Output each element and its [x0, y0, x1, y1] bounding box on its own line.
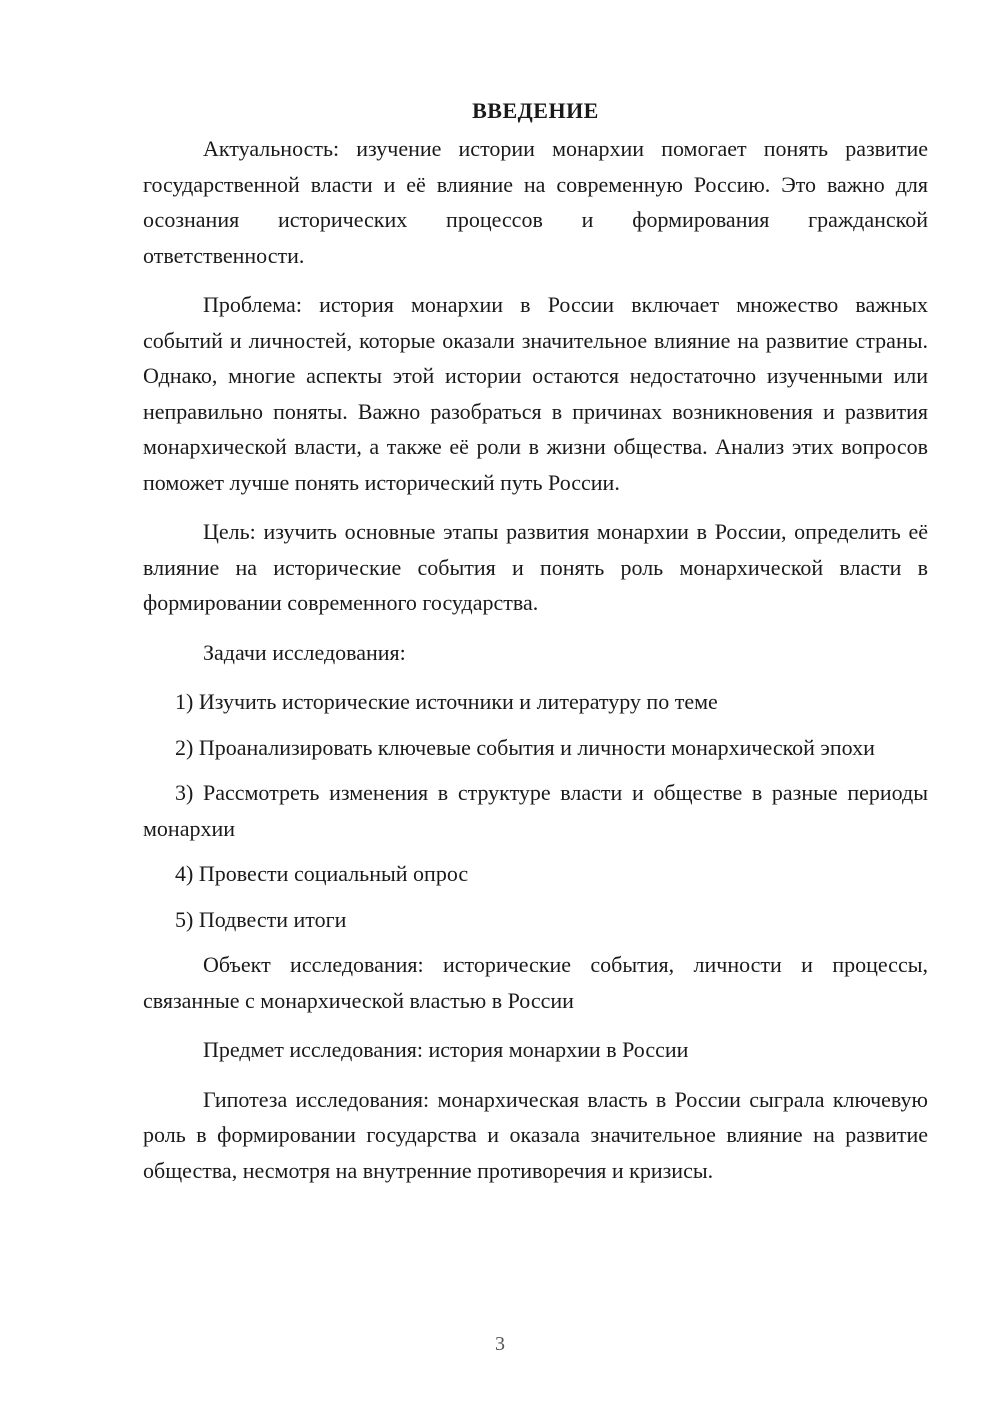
list-item: 4) Провести социальный опрос — [175, 861, 469, 886]
paragraph-object: Объект исследования: исторические события, личности и процессы, связанные с монархической властью в России — [143, 952, 928, 1013]
paragraph-problem: Проблема: история монархии в России включает множество важных событий и личностей, которые оказали значительное влияние на развитие страны. Однако, многие аспекты этой истории остаются недостаточно изученными или неправильно поняты. Важно разобраться в причинах возникновения и развития монархической власти, а также её роли в жизни общества. Анализ этих вопросов поможет лучше понять исторический путь России. — [143, 292, 928, 495]
list-item: 3) Рассмотреть изменения в структуре власти и обществе в разные периоды монархии — [143, 780, 928, 841]
tasks-heading: Задачи исследования: — [203, 639, 406, 665]
paragraph-goal: Цель: изучить основные этапы развития монархии в России, определить её влияние на исторические события и понять роль монархической власти в формировании современного государства. — [143, 519, 928, 615]
tasks-list — [143, 684, 928, 937]
section-title: ВВЕДЕНИЕ — [472, 98, 599, 123]
page-number: 3 — [495, 1333, 505, 1355]
paragraph-subject: Предмет исследования: история монархии в России — [203, 1037, 689, 1062]
paragraph-hypothesis: Гипотеза исследования: монархическая власть в России сыграла ключевую роль в формировании государства и оказала значительное влияние на развитие общества, несмотря на внутренние противоречия и кризисы. — [143, 1086, 928, 1183]
list-item: 5) Подвести итоги — [175, 906, 347, 932]
paragraph-relevance: Актуальность: изучение истории монархии помогает понять развитие государственной власти и её влияние на современную Россию. Это важно для осознания исторических процессов и формирования гражданской ответственности. — [143, 136, 928, 268]
list-item: 1) Изучить исторические источники и литературу по теме — [175, 689, 718, 714]
page-content — [143, 96, 928, 1202]
list-item: 2) Проанализировать ключевые события и личности монархической эпохи — [175, 734, 875, 760]
